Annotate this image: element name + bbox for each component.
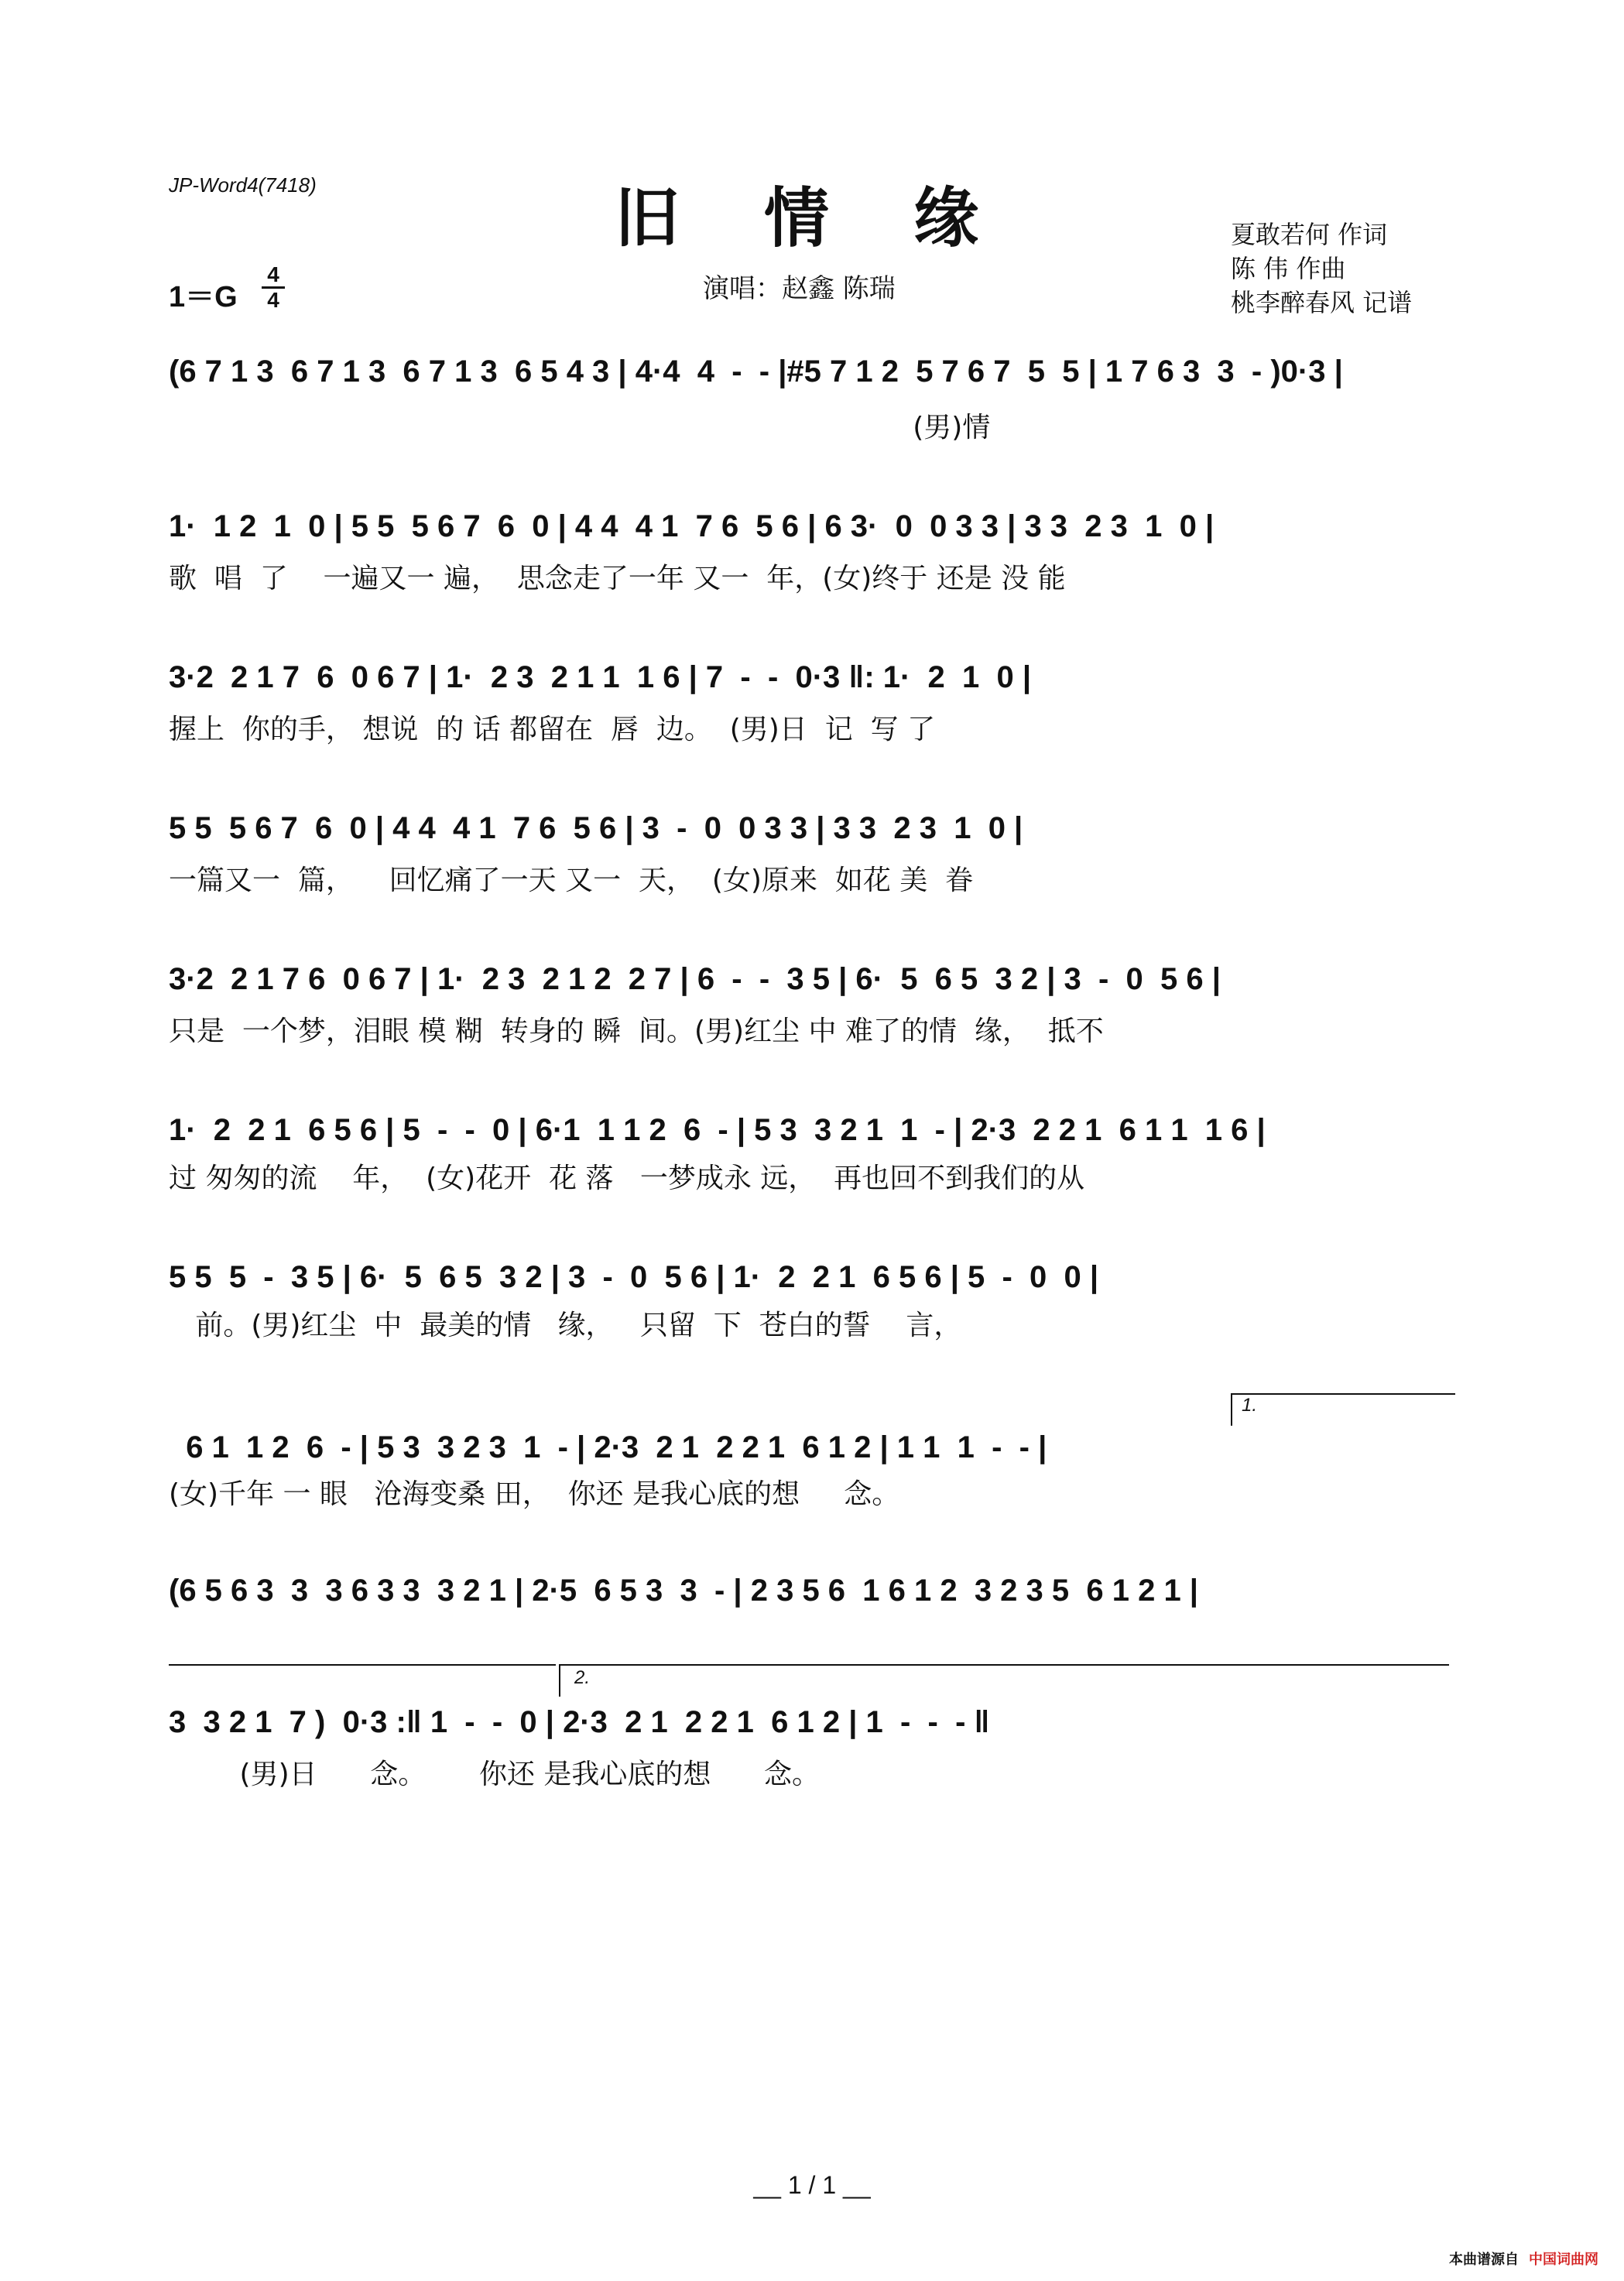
second-ending-bracket xyxy=(559,1664,1449,1697)
notation-row-9: (6 5 6 3 3 3 6 3 3 3 2 1 | 2·5 6 5 3 3 - | 2 3 5 6 1 6 1 2 3 2 3 5 6 1 2 1 | xyxy=(169,1574,1198,1608)
lyrics-row-8: (女)千年 一 眼 沧海变桑 田， 你还 是我心底的想 念。 xyxy=(169,1478,900,1510)
lyrics-row-1: (男)情 xyxy=(169,412,991,444)
transcriber-credit: 桃李醉春风 记谱 xyxy=(1231,288,1413,317)
software-label: JP-Word4(7418) xyxy=(169,173,317,197)
lyrics-row-5: 只是 一个梦，泪眼 模 糊 转身的 瞬 间。(男)红尘 中 难了的情 缘， 抵不 xyxy=(169,1015,1104,1047)
notation-row-3: 3·2 2 1 7 6 0 6 7 | 1· 2 3 2 1 1 1 6 | 7 - - 0·3 ‖: 1· 2 1 0 | xyxy=(169,660,1032,694)
notation-row-6: 1· 2 2 1 6 5 6 | 5 - - 0 | 6·1 1 1 2 6 - | 5 3 3 2 1 1 - | 2·3 2 2 1 6 1 1 1 6 | xyxy=(169,1113,1266,1147)
notation-row-5: 3·2 2 1 7 6 0 6 7 | 1· 2 3 2 1 2 2 7 | 6 - - 3 5 | 6· 5 6 5 3 2 | 3 - 0 5 6 | xyxy=(169,962,1221,996)
lyrics-row-2: 歌 唱 了 一遍又一 遍， 思念走了一年 又一 年，(女)终于 还是 没 能 xyxy=(169,563,1066,594)
song-title: 旧 情 缘 xyxy=(614,180,1010,256)
lyrics-row-6: 过 匆匆的流 年， (女)花开 花 落 一梦成永 远， 再也回不到我们的从 xyxy=(169,1163,1085,1194)
first-ending-bracket xyxy=(1231,1393,1455,1426)
key-signature: 1＝G xyxy=(169,281,238,313)
lyrics-row-3: 握上 你的手， 想说 的 话 都留在 唇 边。 (男)日 记 写 了 xyxy=(169,714,936,745)
lyrics-row-4: 一篇又一 篇， 回忆痛了一天 又一 天， (女)原来 如花 美 眷 xyxy=(169,865,974,896)
second-ending-number: 2. xyxy=(574,1667,591,1688)
lyrics-row-7: 前。(男)红尘 中 最美的情 缘， 只留 下 苍白的誓 言， xyxy=(169,1310,962,1341)
composer-credit: 陈 伟 作曲 xyxy=(1231,254,1346,283)
notation-row-1: (6 7 1 3 6 7 1 3 6 7 1 3 6 5 4 3 | 4·4 4 - - |#5 7 1 2 5 7 6 7 5 5 | 1 7 6 3 3 - )0·3 | xyxy=(169,354,1343,389)
time-signature-bottom: 4 xyxy=(262,286,285,312)
notation-row-10: 3 3 2 1 7 ) 0·3 :‖ 1 - - 0 | 2·3 2 1 2 2 1 6 1 2 | 1 - - - ‖ xyxy=(169,1705,990,1739)
first-ending-number: 1. xyxy=(1242,1395,1258,1416)
notation-row-7: 5 5 5 - 3 5 | 6· 5 6 5 3 2 | 3 - 0 5 6 | 1· 2 2 1 6 5 6 | 5 - 0 0 | xyxy=(169,1260,1099,1294)
notation-row-8: 6 1 1 2 6 - | 5 3 3 2 3 1 - | 2·3 2 1 2 2 1 6 1 2 | 1 1 1 - - | xyxy=(169,1430,1047,1464)
notation-row-4: 5 5 5 6 7 6 0 | 4 4 4 1 7 6 5 6 | 3 - 0 0 3 3 | 3 3 2 3 1 0 | xyxy=(169,811,1023,845)
time-signature-top: 4 xyxy=(267,262,279,286)
page-number: __ 1 / 1 __ xyxy=(753,2171,871,2199)
source-label: 本曲谱源自 xyxy=(1449,2252,1519,2268)
site-label: 中国词曲网 xyxy=(1529,2252,1598,2268)
staff-rule xyxy=(169,1664,556,1666)
notation-row-2: 1· 1 2 1 0 | 5 5 5 6 7 6 0 | 4 4 4 1 7 6 5 6 | 6 3· 0 0 3 3 | 3 3 2 3 1 0 | xyxy=(169,509,1215,543)
lyrics-row-10: (男)日 念。 你还 是我心底的想 念。 xyxy=(169,1759,821,1790)
lyricist-credit: 夏敢若何 作词 xyxy=(1231,220,1388,249)
singer-credit: 演唱：赵鑫 陈瑞 xyxy=(703,273,896,304)
time-signature xyxy=(262,263,285,312)
